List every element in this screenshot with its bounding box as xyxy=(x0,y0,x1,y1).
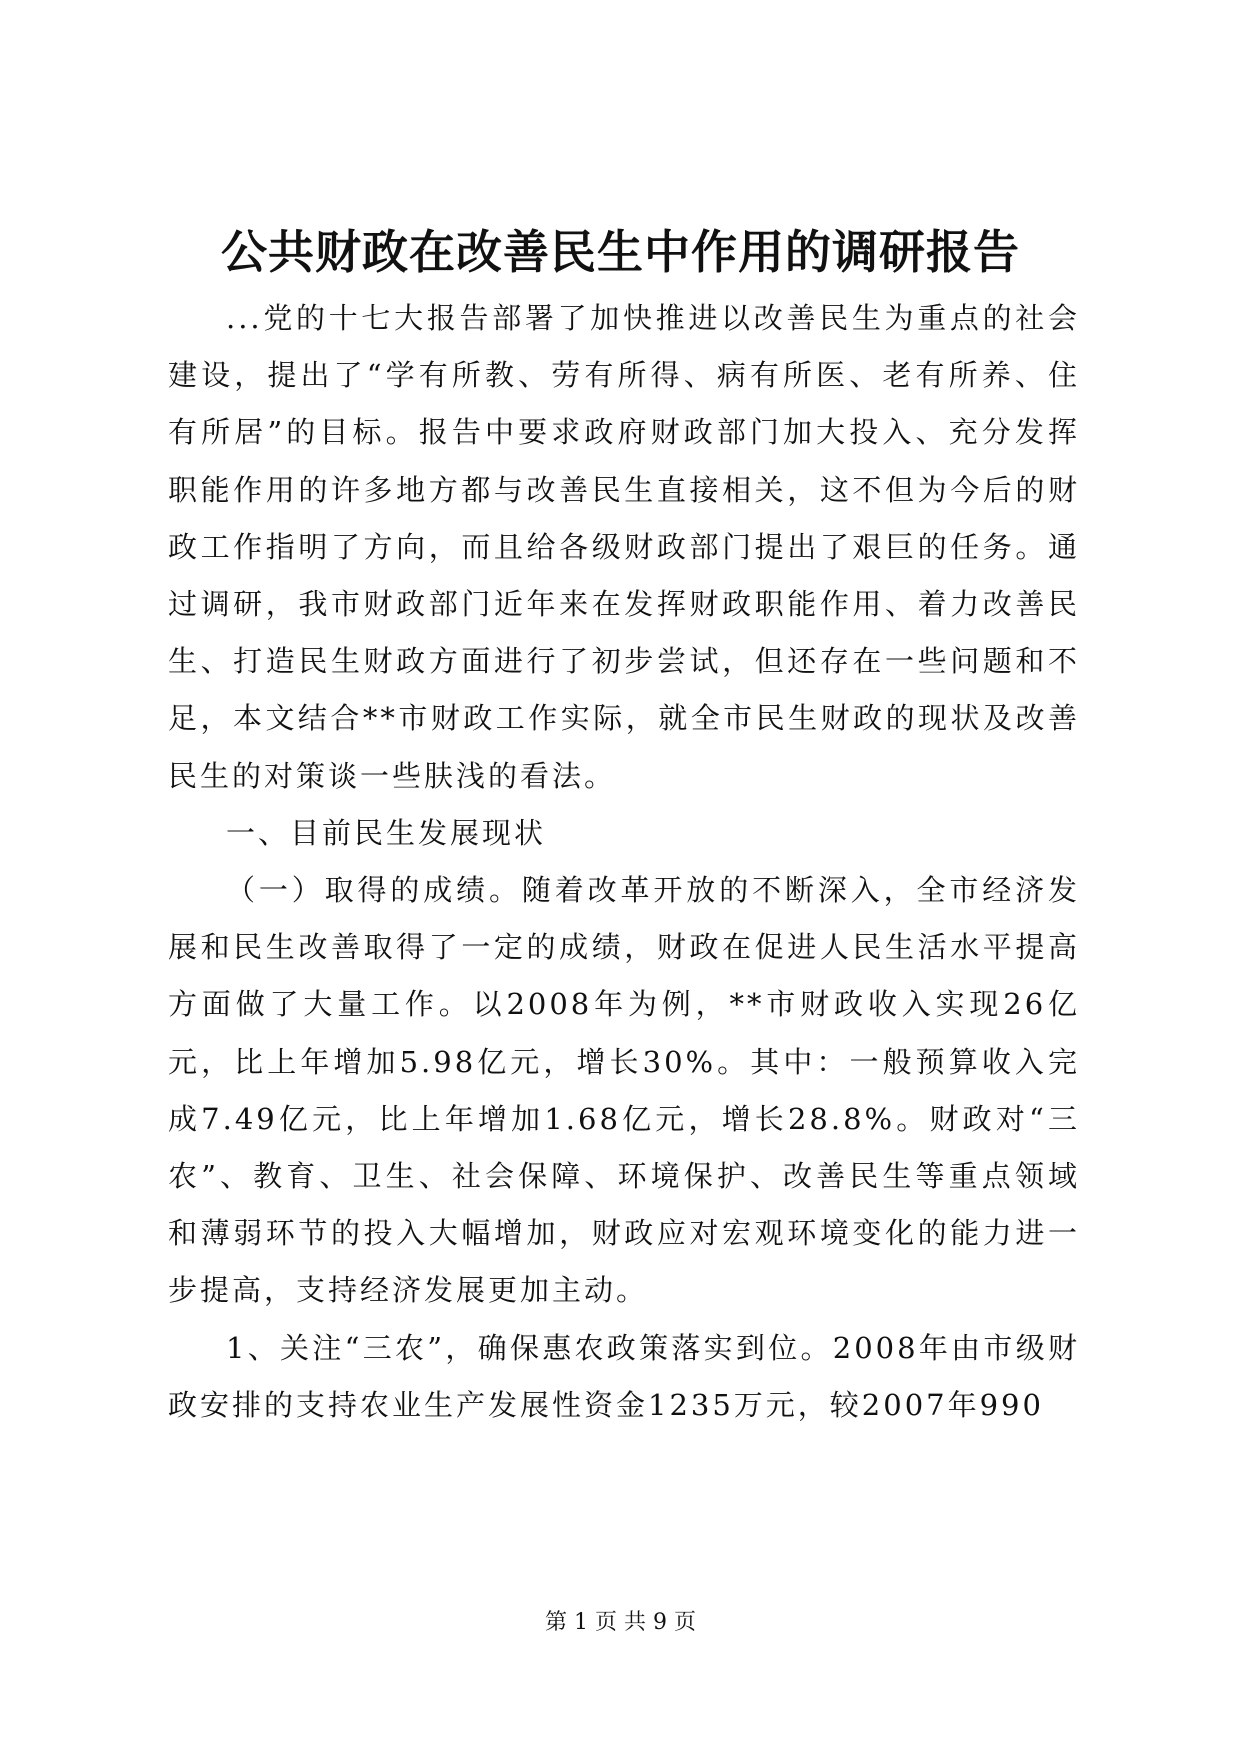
paragraph-achievements: （一）取得的成绩。随着改革开放的不断深入，全市经济发展和民生改善取得了一定的成绩，财政在促进人民生活水平提高方面做了大量工作。以2008年为例，**市财政收入实现26亿元，比上年增加5.98亿元，增长30%。其中：一般预算收入完成7.49亿元，比上年增加1.68亿元，增长28.8%。财政对“三农”、教育、卫生、社会保障、环境保护、改善民生等重点领域和薄弱环节的投入大幅增加，财政应对宏观环境变化的能力进一步提高，支持经济发展更加主动。 xyxy=(168,873,1080,1308)
section-heading: 一、目前民生发展现状 xyxy=(226,815,547,850)
document-body xyxy=(168,290,1080,1434)
document-title: 公共财政在改善民生中作用的调研报告 xyxy=(221,225,1020,279)
paragraph-agriculture: 1、关注“三农”，确保惠农政策落实到位。2008年由市级财政安排的支持农业生产发展性资金1235万元，较2007年990 xyxy=(168,1330,1080,1422)
page-number-footer: 第 1 页 共 9 页 xyxy=(545,1610,696,1635)
paragraph-intro: ...党的十七大报告部署了加快推进以改善民生为重点的社会建设，提出了“学有所教、劳有所得、病有所医、老有所养、住有所居”的目标。报告中要求政府财政部门加大投入、充分发挥职能作用的许多地方都与改善民生直接相关，这不但为今后的财政工作指明了方向，而且给各级财政部门提出了艰巨的任务。通过调研，我市财政部门近年来在发挥财政职能作用、着力改善民生、打造民生财政方面进行了初步尝试，但还存在一些问题和不足，本文结合**市财政工作实际，就全市民生财政的现状及改善民生的对策谈一些肤浅的看法。 xyxy=(168,301,1080,793)
